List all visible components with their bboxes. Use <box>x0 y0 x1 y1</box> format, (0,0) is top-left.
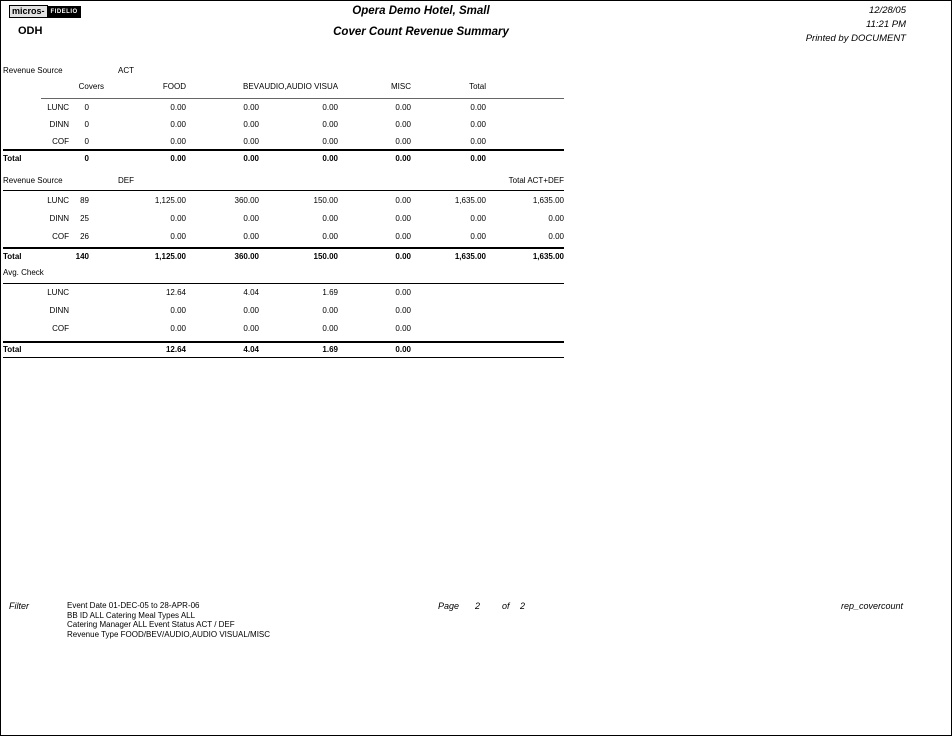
cell-misc: 0.00 <box>395 154 411 163</box>
cell-bev: 0.00 <box>243 324 259 333</box>
cell-covers: 0 <box>84 120 89 129</box>
rule-above-avg-total <box>3 341 564 343</box>
cell-bev: 0.00 <box>243 306 259 315</box>
row-label: LUNC <box>47 103 69 112</box>
page-label: Page <box>438 601 460 611</box>
column-header-food: FOOD <box>162 82 186 91</box>
micros-logo-text: micros- <box>9 5 48 18</box>
spacer-cell <box>411 345 486 355</box>
revenue-source-label-def: Revenue Source <box>3 176 63 185</box>
cell-total: 0.00 <box>470 137 486 146</box>
revenue-source-value-act: ACT <box>118 66 134 75</box>
cell-audio: 0.00 <box>322 137 338 146</box>
cell-misc: 0.00 <box>395 345 411 354</box>
cell-food: 0.00 <box>170 120 186 129</box>
cell-bev: 0.00 <box>243 103 259 112</box>
cell-total: 0.00 <box>470 103 486 112</box>
cell-bev: 360.00 <box>234 252 259 261</box>
cell-audio: 0.00 <box>322 120 338 129</box>
cell-total: 1,635.00 <box>454 252 486 261</box>
table-row-act-cof <box>3 137 564 147</box>
spacer-cell <box>486 137 564 147</box>
cell-misc: 0.00 <box>395 324 411 333</box>
cell-audio: 150.00 <box>313 252 338 261</box>
cell-food: 0.00 <box>170 137 186 146</box>
spacer-cell <box>411 324 486 334</box>
row-label: COF <box>52 324 69 333</box>
cell-audio: 0.00 <box>322 103 338 112</box>
hotel-name: Opera Demo Hotel, Small <box>352 5 490 17</box>
cell-total: 0.00 <box>470 214 486 223</box>
cell-audio: 0.00 <box>322 324 338 333</box>
cell-total-act-def: 1,635.00 <box>532 196 564 205</box>
row-label: DINN <box>49 120 69 129</box>
filter-line-bbid-mealtypes: BB ID ALL Catering Meal Types ALL <box>67 610 196 620</box>
column-header-row <box>3 82 564 92</box>
cell-misc: 0.00 <box>395 288 411 297</box>
filter-line-event-date: Event Date 01-DEC-05 to 28-APR-06 <box>67 601 200 610</box>
column-header-bev: BEV <box>242 82 259 91</box>
row-label: COF <box>52 232 69 241</box>
cell-food: 0.00 <box>170 103 186 112</box>
table-row-def-dinn <box>3 214 564 224</box>
spacer-cell <box>486 154 564 164</box>
table-row-avg-cof <box>3 324 564 334</box>
cell-covers: 89 <box>80 196 89 205</box>
printed-by: Printed by DOCUMENT <box>805 33 906 44</box>
total-label: Total <box>3 252 22 261</box>
rule-above-act-total <box>3 149 564 151</box>
rule-above-def-total <box>3 247 564 249</box>
report-id: rep_covercount <box>840 601 903 611</box>
row-label: LUNC <box>47 196 69 205</box>
rule-under-act-headers <box>41 98 564 99</box>
cell-misc: 0.00 <box>395 252 411 261</box>
total-label: Total <box>3 345 22 354</box>
spacer-cell <box>486 103 564 113</box>
property-code: ODH <box>18 25 43 37</box>
fidelio-logo-text: FIDELIO <box>48 6 81 18</box>
rule-under-avg-check-label <box>3 283 564 284</box>
spacer-cell <box>486 306 564 316</box>
row-label: DINN <box>49 306 69 315</box>
table-row-act-dinn <box>3 120 564 130</box>
cell-food: 0.00 <box>170 232 186 241</box>
page-number: 2 <box>475 601 481 611</box>
table-row-def-lunc <box>3 196 564 206</box>
table-row-def-cof <box>3 232 564 242</box>
column-header-total: Total <box>469 82 486 91</box>
spacer-cell <box>486 82 564 92</box>
report-title: Cover Count Revenue Summary <box>333 26 509 38</box>
cell-covers: 0 <box>84 103 89 112</box>
column-header-misc: MISC <box>391 82 411 91</box>
cell-bev: 0.00 <box>243 120 259 129</box>
print-time: 11:21 PM <box>866 19 906 30</box>
cell-total-act-def: 0.00 <box>548 232 564 241</box>
cell-total: 1,635.00 <box>454 196 486 205</box>
cell-food: 0.00 <box>170 214 186 223</box>
revenue-source-value-def: DEF <box>118 176 134 185</box>
spacer-cell <box>69 324 104 334</box>
cell-bev: 0.00 <box>243 154 259 163</box>
cell-total-act-def: 0.00 <box>548 214 564 223</box>
column-header-audio: AUDIO,AUDIO VISUA <box>259 82 339 91</box>
cell-covers: 26 <box>80 232 89 241</box>
cell-misc: 0.00 <box>395 137 411 146</box>
cell-misc: 0.00 <box>395 120 411 129</box>
cell-bev: 0.00 <box>243 232 259 241</box>
rule-below-avg-total <box>3 357 564 358</box>
avg-check-label: Avg. Check <box>3 268 44 277</box>
cell-audio: 0.00 <box>322 214 338 223</box>
page-of-label: of <box>502 601 510 611</box>
cell-misc: 0.00 <box>395 306 411 315</box>
column-header-covers: Covers <box>78 82 104 91</box>
cell-food: 0.00 <box>170 306 186 315</box>
total-row-avg <box>3 345 564 355</box>
cell-covers: 0 <box>84 137 89 146</box>
table-row-act-lunc <box>3 103 564 113</box>
cell-food: 12.64 <box>165 288 186 297</box>
spacer-cell <box>3 82 69 92</box>
print-date: 12/28/05 <box>869 5 906 16</box>
cell-covers: 25 <box>80 214 89 223</box>
cell-total-act-def: 1,635.00 <box>532 252 564 261</box>
rule-under-def-header <box>3 190 564 191</box>
spacer-cell <box>411 288 486 298</box>
cell-misc: 0.00 <box>395 232 411 241</box>
cell-food: 0.00 <box>170 324 186 333</box>
cell-bev: 0.00 <box>243 214 259 223</box>
filter-label: Filter <box>9 601 29 611</box>
filter-line-manager-status: Catering Manager ALL Event Status ACT / DEF <box>67 620 235 630</box>
cell-food: 1,125.00 <box>154 196 186 205</box>
cell-total: 0.00 <box>470 232 486 241</box>
cell-bev: 0.00 <box>243 137 259 146</box>
spacer-cell <box>486 120 564 130</box>
spacer-cell <box>69 288 104 298</box>
cell-audio: 0.00 <box>322 232 338 241</box>
cell-covers: 140 <box>75 252 89 261</box>
cell-misc: 0.00 <box>395 214 411 223</box>
filter-line-revenue-type: Revenue Type FOOD/BEV/AUDIO,AUDIO VISUAL/MISC <box>67 630 271 640</box>
spacer-cell <box>486 288 564 298</box>
total-row-def <box>3 252 564 262</box>
spacer-cell <box>411 306 486 316</box>
cell-audio: 1.69 <box>322 345 338 354</box>
page-total: 2 <box>520 601 526 611</box>
cell-total: 0.00 <box>470 120 486 129</box>
table-row-avg-dinn <box>3 306 564 316</box>
cell-audio: 1.69 <box>322 288 338 297</box>
row-label: DINN <box>49 214 69 223</box>
column-header-total-act-def: Total ACT+DEF <box>508 176 564 185</box>
cell-covers: 0 <box>84 154 89 163</box>
spacer-cell <box>486 345 564 355</box>
table-row-avg-lunc <box>3 288 564 298</box>
cell-food: 0.00 <box>170 154 186 163</box>
row-label: LUNC <box>47 288 69 297</box>
row-label: COF <box>52 137 69 146</box>
cell-food: 12.64 <box>165 345 186 354</box>
cell-audio: 0.00 <box>322 306 338 315</box>
cell-audio: 0.00 <box>322 154 338 163</box>
cell-misc: 0.00 <box>395 103 411 112</box>
total-row-act <box>3 154 564 164</box>
cell-bev: 360.00 <box>234 196 259 205</box>
cell-bev: 4.04 <box>243 345 259 354</box>
filter-lines <box>67 601 270 640</box>
spacer-cell <box>69 306 104 316</box>
cell-total: 0.00 <box>470 154 486 163</box>
cell-audio: 150.00 <box>313 196 338 205</box>
cell-bev: 4.04 <box>243 288 259 297</box>
cell-food: 1,125.00 <box>154 252 186 261</box>
print-info-block <box>701 4 906 46</box>
cell-misc: 0.00 <box>395 196 411 205</box>
spacer-cell <box>486 324 564 334</box>
total-label: Total <box>3 154 22 163</box>
spacer-cell <box>69 345 104 355</box>
revenue-source-label-act: Revenue Source <box>3 66 63 75</box>
